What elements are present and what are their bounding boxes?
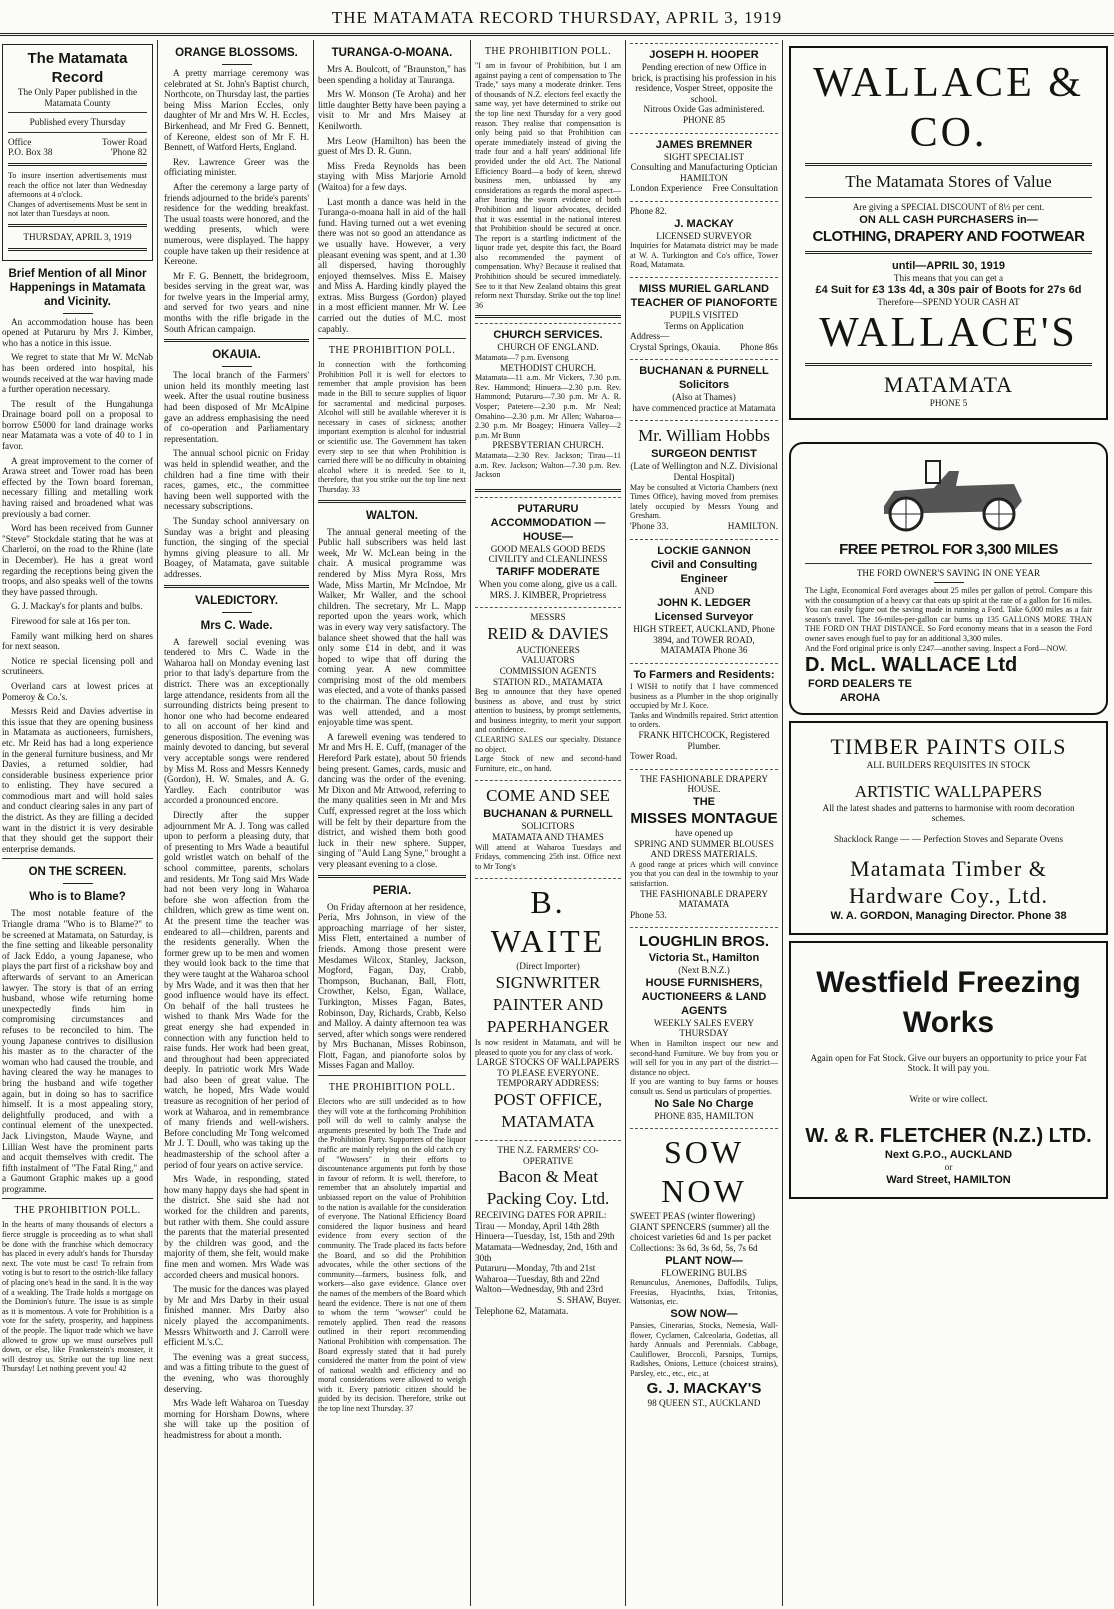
text-line: AUCTIONEERS	[516, 644, 580, 655]
text: P.O. Box 38	[8, 147, 53, 158]
paragraph: Directly after the supper adjournment Mr A. J. Tong was called upon to perform a pleasing duty, that of presenting to Mrs Wade a beautiful gold wristlet watch on behalf of the school committee, parents, scholars and residents. Mr Tong said Mrs Wade had not been very long in Waharoa before she won affection from the children, which grew as time went on. At the present time the teacher was endeared to all—children, parents and the residents generally. When the former grew up to be men and women they would look back to the time that they were taught at the Waharoa school by Mrs Wade, and it was then that her good influence would have its effect. On behalf of the hall trustees he wished to thank Mrs Wade for the great energy she had expended in connection with any function held to raise funds. Her work had been great, and throughout had been appreciated deeply. In patriotic work Mrs Wade had also been of great value. The watch, he hoped, Mrs Wade would treasure as recognition of her period of work at Waharoa, and in remembrance of many friends and well-wishers. Before concluding Mr Tong welcomed Mr J. T. Doull, who was taking up the headmastership of the school after a period of four years on active service.	[164, 810, 309, 1170]
text-line: MESSRS	[530, 612, 566, 623]
text-row	[805, 653, 1092, 705]
text-row	[630, 342, 778, 353]
paragraph: And the Ford original price is only £247—another saving. Inspect a Ford—NOW.	[805, 643, 1068, 653]
paragraph: The annual general meeting of the Public hall subscribers was held last week, Mr W. McLean being in the chair. A musical programme was rendered by Miss Myra Ross, Mrs Wade, Miss Martin, Mr McIndoe, Mr Walker, Mr Waller, and the school children. The secretary, Mr L. Mapp reported upon the years work, which was in every way very satisfactory. The balance sheet showed that the hall was only some £14 in debt, and it was hoped to wipe that off during the coming year. A new committee comprising most of the old members was elected, and a vote of thanks passed to the chairman. The dance following was well attended, and a most enjoyable time was spent.	[318, 526, 466, 728]
text-line: THE N.Z. FARMERS' CO-OPERATIVE	[497, 1144, 599, 1166]
text-line: PLANT NOW—	[665, 1254, 743, 1267]
text-line: Terms on Application	[664, 320, 744, 331]
text-line: have commenced practice at Matamata	[632, 402, 776, 413]
text: Free Consultation	[712, 183, 778, 194]
text-line: ARTISTIC WALLPAPERS	[854, 781, 1043, 801]
text-line: METHODIST CHURCH.	[500, 362, 596, 373]
paragraph: On Friday afternoon at her residence, Peria, Mrs Johnson, in view of the approaching marriage of her sister, Miss Flett, entertained a number of friends. Among those present were Mesdames Wilcox, Stanley, Jackson, Mogford, Fagan, Day, Crabb, Thompson, Buchanan, Ball, Flott, Crowther, Kelso, Egan, Wallace, Turkington, Misses Fagan, Bates, Robinson, Day, Richards, Crabb, Kelso and Malloy. A dainty afternoon tea was served, after which songs were rendered by Mrs Buchanan, Misses Robinson, Flott, Fagan, and pianoforte solos by Misses Fagan and Malloy.	[318, 901, 466, 1071]
text-line: MISS MURIEL GARLAND	[639, 282, 769, 295]
text-line: Solicitors	[678, 379, 730, 392]
text-line: SURGEON DENTIST	[651, 448, 757, 461]
divider	[805, 251, 1092, 254]
text-line: Write or wire collect.	[909, 1093, 988, 1104]
column-4	[471, 40, 626, 1606]
text-line: Collections: 3s 6d, 3s 6d, 5s, 7s 6d	[630, 1243, 758, 1253]
divider	[164, 585, 309, 588]
headline: ORANGE BLOSSOMS.	[175, 47, 298, 59]
text-line: LICENSED SURVEYOR	[656, 230, 752, 241]
divider	[318, 500, 466, 503]
text-line: JOHN K. LEDGER	[657, 597, 751, 610]
text-line: Mr. William Hobbs	[638, 426, 770, 446]
text-line: Matamata Timber & Hardware Coy., Ltd.	[848, 855, 1049, 908]
headline: VALEDICTORY.	[195, 594, 278, 607]
text-row	[8, 137, 147, 148]
divider	[318, 1075, 466, 1076]
divider	[805, 363, 1092, 366]
paragraph: The result of the Hungahunga Drainage board poll on a proposal to borrow £5000 for land drainage works near Matamata was a vote of 40 to 1 in favor.	[2, 398, 153, 452]
text-line: Phone 53.	[630, 909, 667, 920]
text-line: JAMES BREMNER	[655, 138, 753, 151]
paragraph: Rev. Lawrence Greer was the officiating minister.	[164, 156, 309, 178]
paragraph: The evening was a great success, and was a fitting tribute to the guest of the evening, who was thoroughly deserving.	[164, 1351, 309, 1394]
advertisement-church-services	[475, 323, 621, 483]
text-line: Victoria St., Hamilton	[648, 952, 760, 965]
headline: ON THE SCREEN.	[28, 866, 127, 879]
headline: Brief Mention of all Minor Happenings in Matamata and Vicinity.	[8, 267, 147, 308]
text-line: G. J. MACKAY'S	[646, 1379, 762, 1397]
text-line: LARGE STOCKS OF WALLPAPERS TO PLEASE EVERYONE.	[476, 1057, 620, 1078]
paragraph: Inquiries for Matamata district may be made at W. A. Turkington and Co's office, Tower Road, Matamata.	[630, 241, 778, 270]
advertisement-timber-paints-oils	[789, 721, 1108, 934]
text-line: PHONE 835, HAMILTON	[654, 1110, 754, 1121]
text-line: SIGHT SPECIALIST	[663, 151, 745, 162]
text-line: W. A. GORDON, Managing Director. Phone 38	[830, 909, 1067, 922]
spacer	[805, 845, 1092, 855]
text-line: BUCHANAN & PURNELL	[639, 365, 769, 378]
paragraph: Mrs Wade left Waharoa on Tuesday morning for Horsham Downs, where she will take up the position of headmistress for about a month.	[164, 1398, 309, 1440]
column-1	[2, 40, 158, 1606]
text-line: CIVILITY and CLEANLINESS	[488, 554, 608, 565]
text-line: THE FASHIONABLE DRAPERY HOUSE.	[640, 773, 768, 795]
text-line: BUCHANAN & PURNELL	[483, 808, 613, 821]
text-line: have opened up	[675, 827, 733, 838]
paragraph: The annual school picnic on Friday was held in splendid weather, and the children had a fine time with their races, games, etc., the committee having been well supported with the necessary subscriptions.	[164, 448, 309, 512]
advertisement-loughlin-bros	[630, 927, 778, 1125]
advertisement-wallace-co	[789, 46, 1108, 420]
text-line: HIGH STREET, AUCKLAND, Phone 3894, and TOWER ROAD, MATAMATA Phone 36	[633, 624, 775, 656]
divider	[8, 112, 147, 113]
text-line: until—APRIL 30, 1919	[892, 259, 1005, 272]
column-2	[160, 40, 314, 1606]
advertisement-james-bremner	[630, 133, 778, 198]
text-line: No Sale No Charge	[654, 1097, 754, 1110]
text-line: The Matamata Record	[27, 50, 128, 86]
text-line: The Matamata Stores of Value	[845, 172, 1052, 191]
divider	[63, 883, 93, 884]
text-line: CHURCH SERVICES.	[493, 329, 603, 342]
text: 'Phone 33.	[630, 521, 669, 532]
text-line: HOUSE FURNISHERS, AUCTIONEERS & LAND AGENTS	[641, 976, 767, 1017]
text-line: Again open for Fat Stock. Give our buyers an opportunity to price your Fat Stock. It will pay you.	[810, 1052, 1087, 1074]
paragraph: Mrs A. Boulcott, of "Braunston," has been spending a holiday at Tauranga.	[318, 64, 466, 85]
divider	[222, 64, 252, 65]
paragraph: Mrs Wade, in responding, stated how many happy days she had spent in the district. She said she had not worked for the children and parents, but rather with them. She could assure the parents that the material presented by the children was good, and the majority of them, she felt, would make fine men and women. Mrs Wade was accorded cheers and musical honors.	[164, 1174, 309, 1280]
text-line: Next G.P.O., AUCKLAND	[884, 1149, 1013, 1162]
advertisement-lockie-gannon	[630, 539, 778, 660]
advertisement-free-petrol-for	[789, 442, 1108, 715]
text-line: MATAMATA AND THAMES	[492, 832, 604, 843]
text-line: B. WAITE	[490, 884, 606, 960]
car-icon	[864, 456, 1034, 536]
text-line: £4 Suit for £3 13s 4d, a 30s pair of Boots for 27s 6d	[815, 284, 1082, 297]
paragraph: Family want milking herd on shares for next season.	[2, 630, 153, 652]
text-line: Phone 82.	[630, 205, 667, 216]
newspaper-banner: THE MATAMATA RECORD THURSDAY, APRIL 3, 1919	[0, 0, 1114, 36]
text-line: LOCKIE GANNON	[657, 544, 751, 557]
paragraph: I WISH to notify that I have commenced business as a Plumber in the shop originally occupied by Mr J. Koce.	[630, 682, 778, 711]
text-line: SOLICITORS	[521, 821, 575, 832]
paragraph: The Sunday school anniversary on Sunday was a bright and pleasing function, the singing of the special hymns giving pleasure to all. Mr Boagey, of Matamata, gave suitable addresses.	[164, 515, 309, 579]
text-line: The Only Paper published in the Matamata County	[17, 87, 138, 108]
headline: TURANGA-O-MOANA.	[331, 47, 453, 59]
text-line: COME AND SEE	[486, 786, 610, 806]
text-line: THURSDAY, APRIL 3, 1919	[23, 231, 132, 242]
spacer	[805, 1074, 1092, 1084]
spacer	[805, 1104, 1092, 1114]
text-line: ON ALL CASH PURCHASERS in—	[859, 213, 1038, 226]
text-line: Are giving a SPECIAL DISCOUNT of 8⅓ per cent.	[852, 202, 1045, 212]
text-line: or	[944, 1162, 953, 1173]
text-line: Address—	[630, 331, 670, 342]
advertisement-b-waite	[475, 878, 621, 1137]
paragraph: A farewell social evening was tendered to Mrs C. Wade in the Waharoa hall on Monday evening last prior to that lady's departure from the district. There was an exceptionally large attendance, residents from all the surrounding districts being present to honor one who had become endeared to all on account of her kind and generous disposition. The evening was mainly devoted to dancing, but several very acceptable songs were rendered by Miss M. Ross and Messrs Kennedy (Gordon), H. W. Smales, and A. G. Yardley. Each contributor was accorded a pronounced encore.	[164, 636, 309, 806]
text-line: Matamata—Wednesday, 2nd, 16th and 30th	[475, 1241, 618, 1263]
text: 'Phone 82	[110, 147, 147, 158]
divider	[318, 338, 466, 339]
paragraph: Tanks and Windmills repaired. Strict attention to orders.	[630, 710, 778, 730]
advertisement-joseph-h-hooper	[630, 43, 778, 130]
paragraph: Beg to announce that they have opened business as above, and trust by strict attention to business, by prompt settlements, and business integrity, to merit your support and confidence.	[475, 687, 621, 735]
ford-car-illustration	[805, 456, 1092, 536]
paragraph: The most notable feature of the Triangle drama "Who is to Blame?" to be screened at Matamata, on Saturday, is the fine setting and likeable personality of Jack Eddo, a young Japanese, who plays the part first of a rickshaw boy and afterwards of servant to an American lawyer. The story is that of an erring husband, whose wife returning home unexpectedly finds him in compromising circumstances and refuses to be reconciled to him. The young Japanese contrives to disillusion his master as to the character of the woman who had caused the trouble, and having cleared the way he manages to bring the husband and wife together again, but in doing so has to sacrifice himself. It is a most appealing story, delightfully produced, and with a continual element of the unexpected. Jack Livingston, Maude Wayne, and Lillian West have the prominent parts and acquit themselves with credit. The fifth instalment of "The Fatal Ring," and a Gaumont Graphic makes up a good programme.	[2, 908, 153, 1194]
divider	[475, 315, 621, 318]
paragraph: Miss Freda Reynolds has been staying with Miss Marjorie Arnold (Waitoa) for a few days.	[318, 160, 466, 192]
text-line: WEEKLY SALES EVERY THURSDAY	[653, 1017, 755, 1039]
paragraph: The music for the dances was played by Mr and Mrs Darby in their usual finished manner. Mrs Darby also nicely played the accompaniments. Messrs Whitworth and J. Carroll were efficient M.'s.C.	[164, 1284, 309, 1348]
paragraph: Pansies, Cinerarias, Stocks, Nemesia, Wall-flower, Cyclamen, Calceolaria, Godetias, all hardy Annuals and Perennials. Cabbage, Cauliflower, Broccoli, Parsnips, Turnips, Radishes, Onions, Lettuce (choicest strains), Parsley, etc., etc., etc., at	[630, 1320, 778, 1378]
text-line: (Late of Wellington and N.Z. Divisional Dental Hospital)	[630, 461, 778, 483]
paragraph: Mr F. G. Bennett, the bridegroom, besides serving in the great war, was for twelve years in the Imperial army, and served for two years and nine months with the rifle brigade in the South African campaign.	[164, 270, 309, 334]
paragraph: A pretty marriage ceremony was celebrated at St. John's Baptist church, Northcote, on Thursday last, the parties being Miss Marion Eccles, only daughter of Mr and Mrs W. H. Eccles, Birkenhead, and Mr Fred G. Bennett, of Kereone, eldest son of Mr F. H. Bennett, of Watford Herts, England.	[164, 68, 310, 153]
text-line: SOW NOW	[661, 1134, 747, 1210]
paragraph: Messrs Reid and Davies advertise in this issue that they are opening business in Matamata as auctioneers, furnishers, etc. Mr Reid has had a long experience in the general furniture business, and Mr Davies, a returned soldier, had considerable business experience prior to enlisting. They have secured a commodious mart and will hold sales and conduct clearing sales in any part of the district. As they are filling a decided want in the district it is very desirable that they should get the support their enterprise demands.	[2, 706, 153, 854]
text-line: TEMPORARY ADDRESS:	[496, 1078, 600, 1089]
paragraph: A good range at prices which will convince you that you can deal in the township to your satisfaction.	[630, 859, 778, 888]
paragraph: Mrs W. Monson (Te Aroha) and her little daughter Betty have been paying a visit to Mr and Mrs Maisey at Kenilworth.	[318, 89, 466, 131]
paragraph: Renunculus, Anemones, Daffodils, Tulips, Freesias, Hyacinths, Ixias, Tritonias, Watsonias, etc.	[630, 1278, 778, 1307]
paragraph: The Light, Economical Ford averages about 25 miles per gallon of petrol. Compare this with the consumption of a heavy car that eats up spirit at the rate of a gallon for 16 miles. You can easily figure out the saving made in running a Ford. Take 6,000 miles as a fair season's travel. The 16-miles-per-gallon car burns up 135 GALLONS MORE THAN THE FORD ON THAT DISTANCE. So Ford economy means that in a season the Ford owner saves enough fuel to pay for an additional 3,300 miles.	[805, 585, 1092, 643]
text-line: When you come along, give us a call.	[478, 578, 618, 589]
text-line: 98 QUEEN ST., AUCKLAND	[647, 1397, 761, 1408]
paragraph: Notice re special licensing poll and scrutineers.	[2, 655, 153, 677]
text-line: CLOTHING, DRAPERY AND FOOTWEAR	[812, 227, 1085, 245]
text-row	[630, 521, 778, 532]
paragraph: "I am in favour of Prohibition, but I am against paying a cent of compensation to The Trade," says many a moderate drinker. Tens of thousands of N.Z. electors feel exactly the same way, yet have determined to strike out the top line next Thursday for a very good reason. They realise that compensation is only being paid so that Prohibition can operate immediately instead of giving the trade four and a half years' additional life provided under the old Act. The National Efficiency Board—a body of keen, shrewd business men, unbiassed by any considerations as regards the moral aspect—after hearing the sworn evidence of both Prohibition and liquor advocates, decided that it was essential in the national interest that Prohibition should be secured at once. The report is a startling indictment of the liquor trade yet, despite this fact, the Board also recommended the payment of compensation. Why? Because it realised that Prohibition should be secured immediately. See to it that New Zealand obtains this great reform next Thursday. Strike out the top line! 36	[475, 61, 621, 310]
headline: WALTON.	[366, 509, 418, 522]
paragraph: To insure insertion advertisements must reach the office not later than Wednesday afternoons at 4 o'clock.	[8, 170, 147, 200]
paragraph: In the hearts of many thousands of electors a fierce struggle is proceeding as to what shall be done with the franchise which democracy has placed in every adult's hands for Thursday next. The vote must be cast! To refrain from voting is but to resort to the ostrich-like fallacy of placing one's head in the sand. It is the way of a weakling. The Trade holds a mortgage on the Dominion's future. The issue is as simple as it is momentous. A vote for Prohibition is a vote for the safety, prosperity, and happiness of the people. The liquor trade which we have allowed to grow up we must ourselves pull down, or else, like Frankenstein's monster, it will destroy us. Strike out the top line next Thursday! Let nothing prevent you! 42	[2, 1220, 153, 1374]
text-line: Walton—Wednesday, 9th and 23rd	[475, 1284, 604, 1295]
headline: THE PROHIBITION POLL.	[14, 1205, 141, 1217]
text: FORD DEALERS TE AROHA	[808, 678, 912, 705]
paragraph: Matamata—7 p.m. Evensong	[475, 353, 569, 363]
paragraph: Electors who are still undecided as to how they will vote at the forthcoming Prohibition poll will do well to calmly analyse the arguments presented by both The Trade and the Prohibition Party. Supporters of the liquor traffic are mainly relying on the old catch cry of "Wowsers" in their efforts to discountenance arguments put forth by those in favour of reform. It is well, therefore, to remember that an absolutely impartial and unbiassed report on the value of Prohibition to the nation is available for the consideration of everyone. The National Efficiency Board considered the liquor business and heard evidence from every section of the community. The Trade placed its facts before the Board, and so did the Prohibition advocates, while the other sections of the community—farmers, business folk, and workers—also gave evidence. Glance over the names of the members of the Board which heard the evidence. There is not one of them to whom the term "wowser" could be remotely applied. Then read the reasons outlined in their report recommending National Prohibition with compensation. The Board expressly stated that it had purely considered the matter from the point of view of national wealth and efficiency and no moral considerations were allowed to weigh with it. Every patriotic citizen should be guided by its decision. Therefore, strike out the top line next Thursday. 37	[318, 1097, 466, 1414]
text-line: STATION RD., MATAMATA	[492, 676, 604, 687]
advertisement-phone-82	[630, 201, 778, 274]
text-line: FLOWERING BULBS	[660, 1267, 747, 1278]
advertisement-westfield-freezing-works	[789, 941, 1108, 1199]
spacer	[805, 1114, 1092, 1124]
text-line: Westfield Freezing Works	[816, 965, 1081, 1039]
text-line: PUTARURU ACCOMMODATION —HOUSE—	[490, 502, 606, 543]
headline: Who is to Blame?	[29, 891, 126, 904]
text-line: Nitrous Oxide Gas administered.	[643, 104, 765, 115]
paragraph: An accommodation house has been opened at Putaruru by Mrs J. Kimber, who has a notice in this issue.	[2, 316, 153, 348]
text-line: THE FORD OWNER'S SAVING IN ONE YEAR	[856, 568, 1041, 579]
text-line: ALL BUILDERS REQUISITES IN STOCK	[866, 760, 1031, 771]
text-line: MRS. J. KIMBER, Proprietress	[489, 589, 607, 600]
headline: PERIA.	[372, 884, 412, 897]
text-row	[630, 183, 778, 194]
divider	[222, 612, 252, 613]
divider	[8, 132, 147, 133]
divider	[2, 1198, 153, 1199]
advertisement-to-farmers-and	[630, 663, 778, 766]
text-line: Civil and Consulting Engineer	[650, 558, 758, 585]
text-line: Waharoa—Tuesday, 8th and 22nd	[475, 1273, 600, 1284]
text-line: (Next B.N.Z.)	[678, 965, 730, 976]
advertisement-miss-muriel-garland	[630, 277, 778, 356]
text-line: VALUATORS	[521, 655, 575, 666]
text-line: All the latest shades and patterns to harmonise with room decoration schemes.	[822, 802, 1075, 824]
paragraph: A farewell evening was tendered to Mr and Mrs H. E. Cuff, (manager of the Hereford Park estate), about 50 friends being present. Games, cards, music and dancing was the order of the evening. Mr Dixon and Mr Attwood, referring to the many qualities seen in Mr and Mrs Cuff, expressed regret at the loss which will be felt by their departure from the district, and wished them both good luck in their new sphere. Supper, singing of "Auld Lang Syne," brought a very pleasant evening to a close.	[318, 731, 466, 869]
text-line: WALLACE & CO.	[813, 60, 1084, 156]
text: HAMILTON.	[727, 521, 778, 532]
paragraph: The local branch of the Farmers' union held its monthly meeting last week. After the usual routine business had been disposed of Mr McAlpine gave an address emphasising the need of co-operation and Parliamentary representation.	[164, 370, 309, 444]
masthead-the-matamata-record	[2, 44, 153, 261]
paragraph: A great improvement to the corner of Arawa street and Tower road has been effected by the Town board foreman, necessary filling and metalling work having raised and broadened what was previously a bad corner.	[2, 455, 153, 519]
paragraph: Is now resident in Matamata, and will be pleased to quote you for any class of work.	[475, 1038, 621, 1057]
paragraph: Word has been received from Gunner "Steve" Stockdale stating that he was at Charleroi, on the road to the Rhine (late in December). He has a great word regarding the receptions being given the troops, and also speaks well of the towns they have passed through.	[2, 523, 153, 597]
text-line: FRANK HITCHCOCK, Registered Plumber.	[638, 729, 770, 751]
text-line: POST OFFICE, MATAMATA	[493, 1089, 603, 1131]
spacer	[805, 1084, 1092, 1094]
paragraph: Will attend at Waharoa Tuesdays and Fridays, commencing 25th inst. Office next to Mr Tong's	[475, 842, 621, 871]
headline: THE PROHIBITION POLL.	[484, 46, 612, 57]
paragraph: Firewood for sale at 16s per ton.	[11, 615, 131, 626]
text-line: Putaruru—Monday, 7th and 21st	[475, 1263, 596, 1274]
divider	[318, 875, 466, 878]
text-line: PHONE 85	[682, 114, 726, 125]
text-line: REID & DAVIES	[487, 623, 609, 643]
text-line: Bacon & Meat Packing Coy. Ltd.	[486, 1167, 610, 1209]
text-line: TEACHER OF PIANOFORTE	[630, 296, 778, 309]
paragraph: We regret to state that Mr W. McNab has been ordered into hospital, his wounds received at the war having made a further operation necessary.	[2, 352, 153, 395]
text-line: Tirau — Monday, April 14th 28th	[475, 1220, 600, 1231]
text-row	[8, 147, 147, 158]
text-line: MATAMATA	[883, 371, 1014, 397]
headline: OKAUIA.	[212, 349, 261, 362]
text-line: GOOD MEALS GOOD BEDS	[490, 543, 606, 554]
advertisement-the-n-z	[475, 1140, 621, 1320]
divider	[805, 563, 1092, 564]
text-line: FREE PETROL FOR 3,300 MILES	[839, 541, 1058, 559]
advertisement-come-and-see	[475, 780, 621, 875]
advertisement-putaruru-accommodation-house	[475, 497, 621, 604]
text: D. McL. WALLACE Ltd	[805, 654, 1018, 677]
column-5	[626, 40, 783, 1606]
divider	[934, 582, 964, 583]
text-line: J. MACKAY	[674, 217, 734, 230]
text-line: TIMBER PAINTS OILS	[830, 734, 1067, 760]
text-line: Licensed Surveyor	[654, 611, 754, 624]
paragraph: Overland cars at lowest prices at Pomeroy & Co.'s.	[2, 680, 153, 702]
text-line: (Also at Thames)	[672, 392, 736, 403]
paragraph: Matamata—11 a.m. Mr Vickers, 7.30 p.m. Rev. Hammond; Hinuera—2.30 p.m. Rev. Hammond; Putaruru—7.30 p.m. Mr A. R. Vosper; Patetere—2.30 p.m. Mr Neal; Omahino—2.30 p.m. Mr Allen; Waharoa—2.30 p.m. Mr Boagey; Hinuera Valley—2 p.m. Mr Bunn	[475, 373, 621, 440]
divider	[63, 313, 93, 314]
paragraph: May be consulted at Victoria Chambers (next Times Office), having moved from premises lately occupied by Messrs Young and Gresham.	[630, 482, 778, 521]
divider	[222, 366, 252, 367]
paragraph: After the ceremony a large party of friends adjourned to the bride's parents' residence for the wedding breakfast. The usual toasts were honored, and the wedding presents, which were numerous, were displayed. The happy couple have taken up their residence at Kereone.	[164, 181, 309, 267]
paragraph: CLEARING SALES our specialty. Distance no object.	[475, 735, 621, 754]
text-line: W. & R. FLETCHER (N.Z.) LTD.	[805, 1125, 1092, 1148]
text-line: Hinuera—Tuesday, 1st, 15th and 29th	[475, 1231, 615, 1242]
text-line: THE FASHIONABLE DRAPERY MATAMATA	[640, 888, 768, 910]
text-line: Pending erection of new Office in brick, is practising his profession in his residence, Vosper Street, opposite the school.	[631, 62, 777, 104]
text: Crystal Springs, Okauia.	[630, 341, 721, 352]
advertisement-column	[785, 40, 1112, 1606]
text-line: SWEET PEAS (winter flowering) GIANT SPENCERS (summer) all the choicest varieties 6d and 1s per packet	[630, 1211, 772, 1243]
divider	[805, 197, 1092, 198]
text-line: PUPILS VISITED	[669, 309, 739, 320]
text: Office	[8, 136, 32, 147]
spacer	[805, 953, 1092, 963]
advertisement-the-fashionable-drapery	[630, 769, 778, 925]
text-line: Therefore—SPEND YOUR CASH AT	[877, 297, 1020, 308]
advertisement-messrs	[475, 607, 621, 777]
text-line: (Direct Importer)	[516, 961, 580, 972]
text-line: Shacklock Range — — Perfection Stoves and Separate Ovens	[833, 833, 1064, 844]
headline: THE PROHIBITION POLL.	[328, 345, 456, 357]
divider	[164, 339, 309, 342]
text-line: RECEIVING DATES FOR APRIL:	[475, 1210, 607, 1221]
paragraph: Last month a dance was held in the Turanga-o-moana hall in aid of the hall fund. Having turned out a wet evening there was not so good an attendance as we usually have. However, a very pleasant evening was spent, and at 1.30 all dispersed, having thoroughly enjoyed themselves. Miss E. Maisey and Miss A. Harding kindly played the extras. Miss Burgess (Gordon) played in a most efficient manner. Mr W. Lee carried out the duties of M.C. most capably.	[318, 196, 466, 334]
text-line: To Farmers and Residents:	[633, 669, 775, 681]
divider	[2, 858, 153, 859]
divider	[8, 248, 147, 251]
spacer	[789, 426, 1108, 436]
text-line: Tower Road.	[630, 751, 678, 762]
text: Tower Road	[101, 136, 147, 147]
text-line: This means that you can get a	[893, 272, 1004, 283]
text-line: Ward Street, HAMILTON	[886, 1173, 1011, 1186]
paragraph: G. J. Mackay's for plants and bulbs.	[11, 601, 143, 612]
text-line: Published every Thursday	[29, 117, 126, 128]
divider	[8, 224, 147, 227]
advertisement-sow-now	[630, 1128, 778, 1412]
divider	[475, 489, 621, 492]
paragraph: When in Hamilton inspect our new and second-hand Furniture. We buy from you or will sell for you in any part of the district—distance no object.	[630, 1039, 778, 1077]
text-line: HAMILTON	[680, 172, 728, 183]
text-line: PRESBYTERIAN CHURCH.	[492, 440, 604, 451]
text-line: LOUGHLIN BROS.	[639, 933, 769, 951]
text-line: CHURCH OF ENGLAND.	[497, 342, 599, 353]
advertisement-mr-william-hobbs	[630, 420, 778, 535]
text-line: JOSEPH H. HOOPER	[649, 49, 759, 61]
paragraph: If you are wanting to buy farms or houses consult us. Send us particulars of properties.	[630, 1077, 778, 1097]
advertisement-buchanan-purnell	[630, 359, 778, 417]
spacer	[805, 1043, 1092, 1053]
text-line: PHONE 5	[929, 397, 968, 408]
text-line: TARIFF MODERATE	[496, 565, 600, 578]
headline: Mrs C. Wade.	[200, 619, 273, 632]
text-line: COMMISSION AGENTS	[499, 665, 597, 676]
paragraph: Mrs Leow (Hamilton) has been the guest of Mrs D. R. Gunn.	[318, 135, 466, 157]
text-line: WALLACE'S	[819, 309, 1078, 356]
text-line: SPRING AND SUMMER BLOUSES AND DRESS MATERIALS.	[634, 838, 774, 860]
text-line: SIGNWRITER PAINTER AND PAPERHANGER	[486, 973, 610, 1036]
spacer	[805, 771, 1092, 781]
text-line: AND	[694, 585, 714, 596]
paragraph: Large Stock of new and second-hand Furniture, etc., on hand.	[475, 754, 621, 773]
text-line: S. SHAW, Buyer.	[556, 1294, 621, 1305]
paragraph: In connection with the forthcoming Prohibition Poll it is well for electors to remember that ample provision has been made in the Bill to secure supplies of liquor for sacramental and medicinal purposes. Alcohol will still be available wherever it is necessary in cases of sickness; another important exemption is alcohol for industrial or scientific use. The Government has taken every step to see that when Prohibition is carried there will be no difficulty in obtaining alcohol where it is needed. See to it, therefore, that you strike out the top line next Thursday. 33	[318, 360, 466, 494]
divider	[805, 163, 1092, 166]
paragraph: Changes of advertisements Must be sent in not later than Tuesdays at noon.	[8, 199, 147, 219]
text-line: MISSES MONTAGUE	[630, 809, 778, 827]
text-line: THE	[693, 795, 715, 808]
text-line: SOW NOW—	[670, 1307, 738, 1320]
text-line: Telephone 62, Matamata.	[475, 1305, 569, 1316]
text: Phone 86s	[739, 341, 778, 352]
column-3	[314, 40, 471, 1606]
headline: THE PROHIBITION POLL.	[328, 1082, 456, 1094]
divider	[8, 163, 147, 166]
paragraph: Matamata—2.30 Rev. Jackson; Tirau—11 a.m. Rev. Jackson; Walton—7.30 p.m. Rev. Jackson	[475, 450, 621, 480]
text: London Experience	[630, 183, 703, 194]
text-line: Consulting and Manufacturing Optician	[630, 162, 778, 173]
spacer	[805, 824, 1092, 834]
